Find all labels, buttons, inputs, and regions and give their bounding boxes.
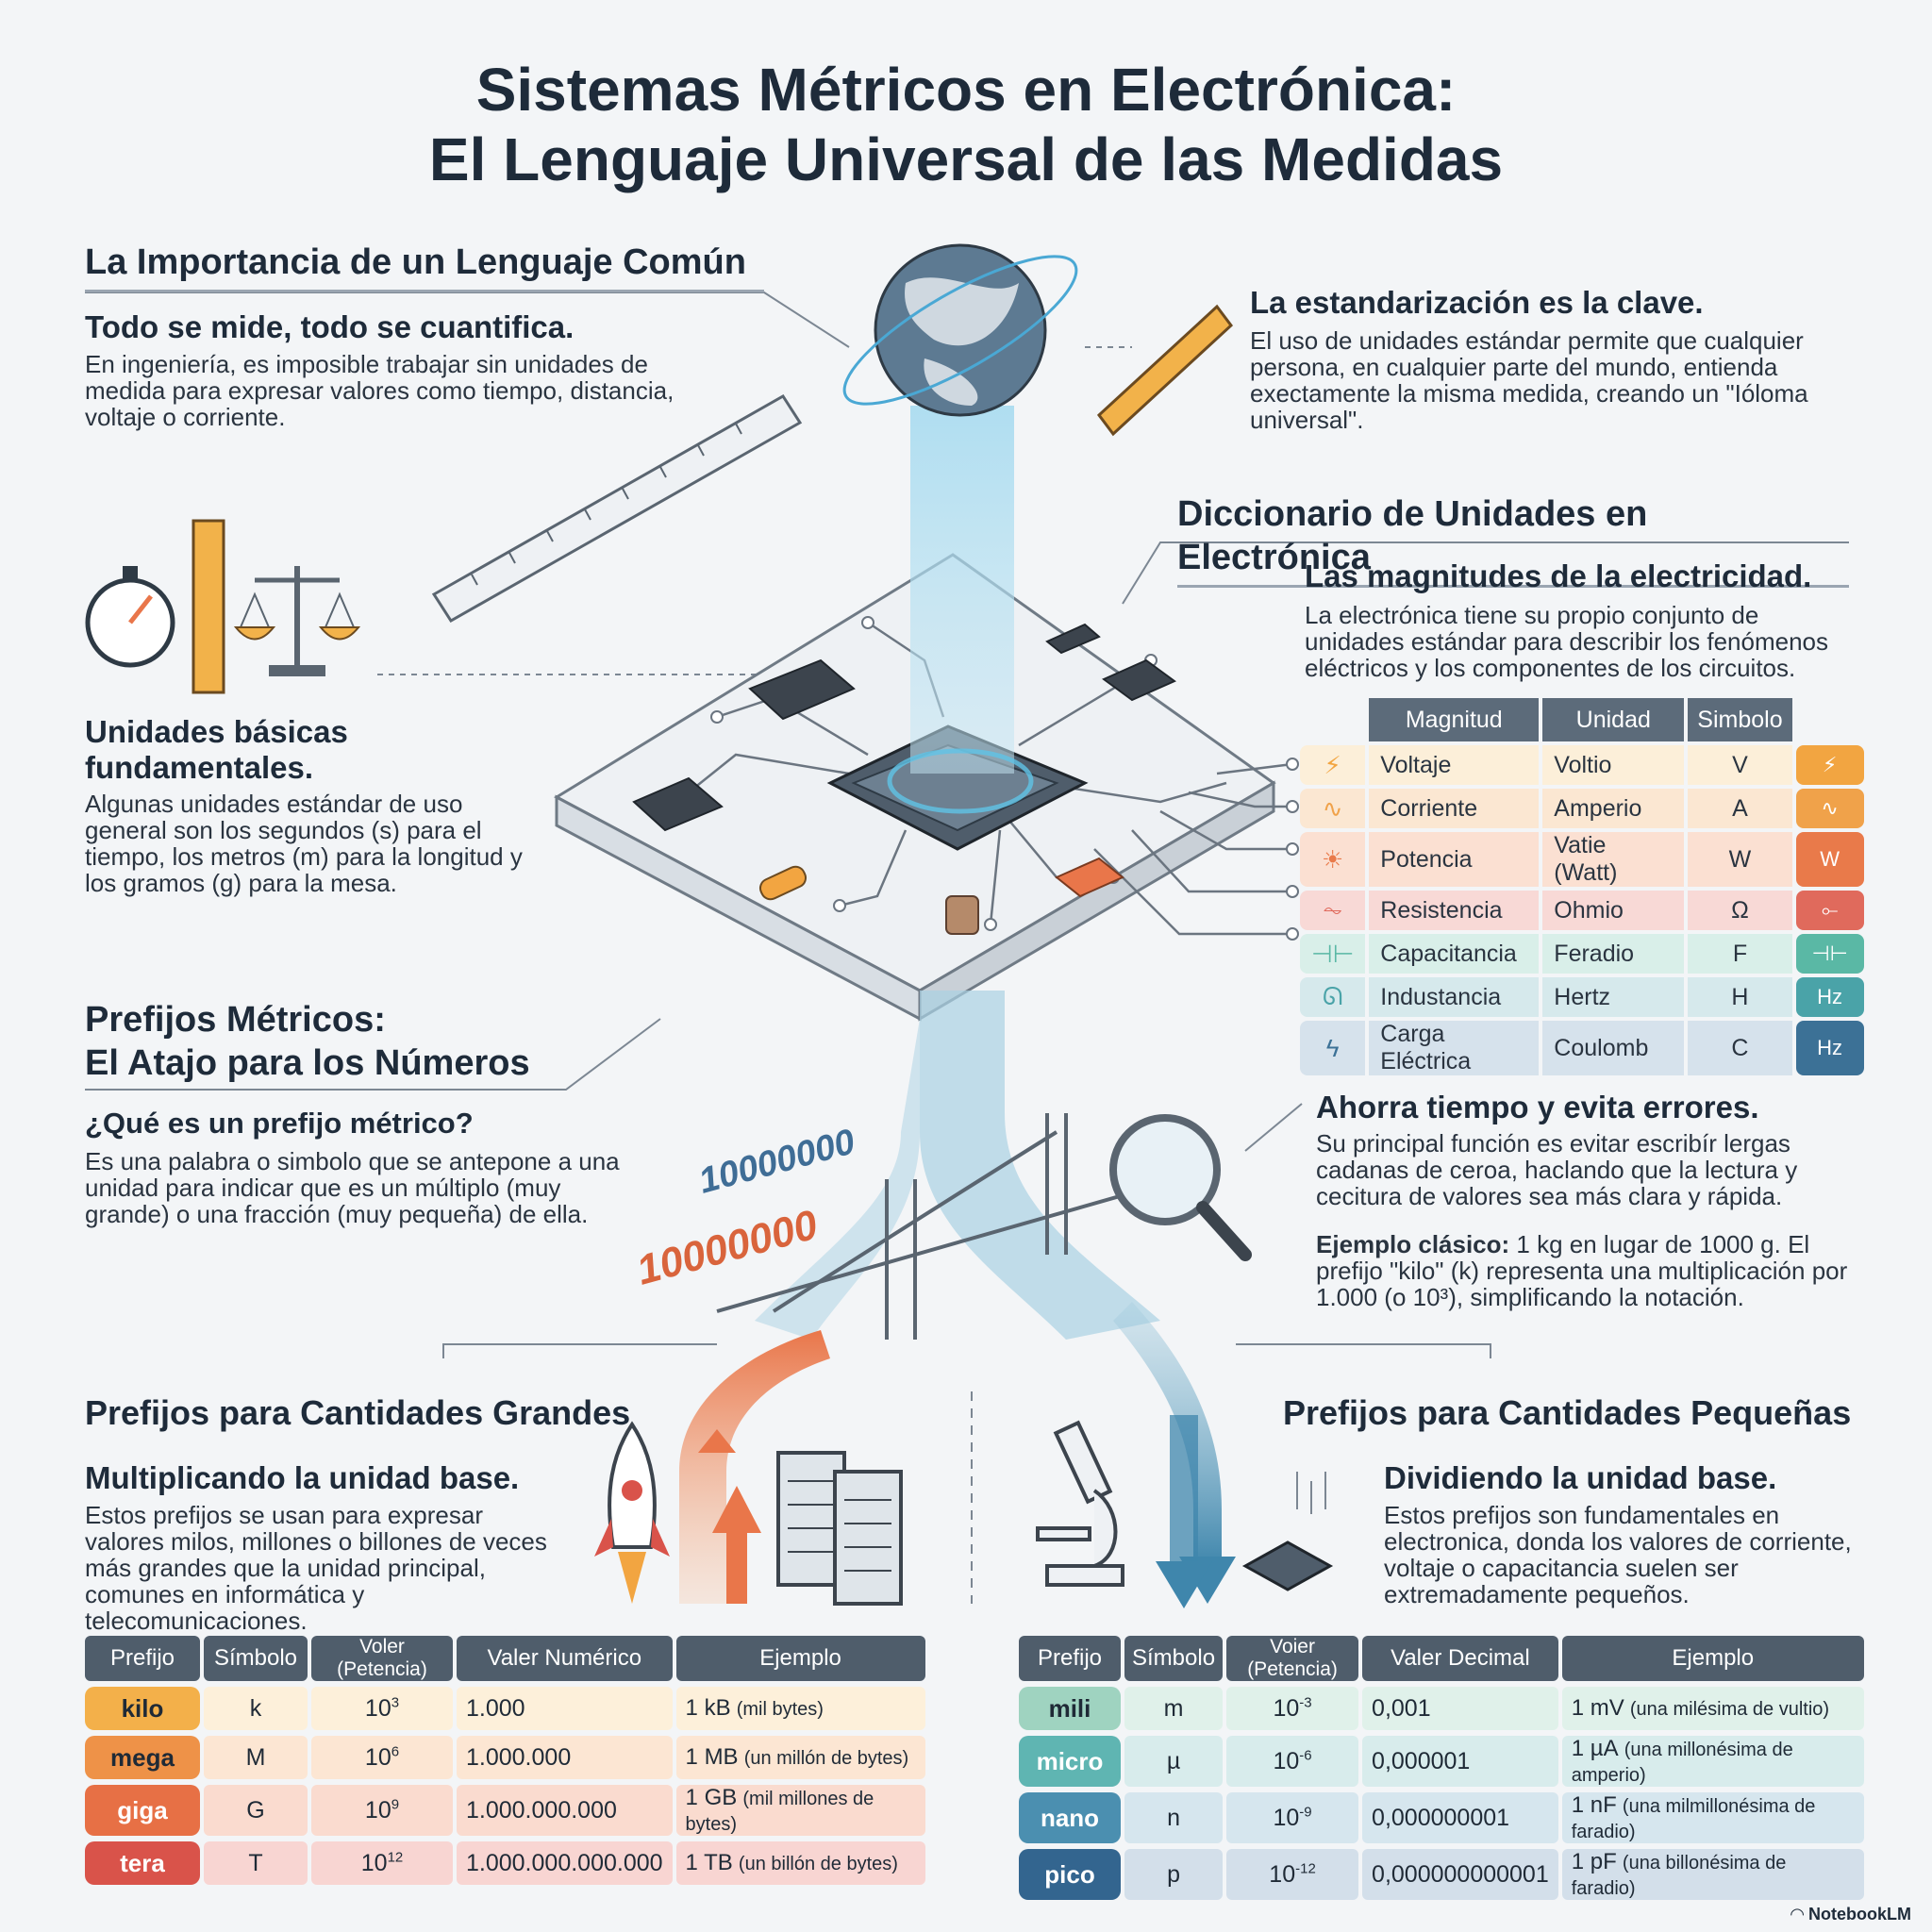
magnitude-icon: ⚡: [1300, 745, 1365, 785]
ejemplo-note: (mil millones de bytes): [685, 1789, 874, 1835]
potencia-base: 10: [364, 1796, 391, 1824]
unit-badge: Hz: [1796, 1021, 1864, 1075]
potencia-base: 10: [360, 1849, 388, 1876]
ejemplo-note: (una billonésima de faradio): [1571, 1853, 1787, 1899]
ejemplo-cell: [1562, 1736, 1864, 1787]
simbolo-cell: F: [1688, 934, 1791, 974]
unidades-basicas-heading-line-2: fundamentales.: [85, 750, 314, 785]
simbolo-cell: T: [204, 1841, 308, 1885]
ejemplo-main: 1 nF: [1571, 1792, 1617, 1818]
dict-header-magnitud: Magnitud: [1369, 698, 1539, 741]
table-row: [1019, 1687, 1864, 1730]
unit-badge: ⚡: [1796, 745, 1864, 785]
table-row: [1300, 934, 1864, 974]
table-row: [1300, 891, 1864, 930]
magnitude-icon: ⏦: [1300, 891, 1365, 930]
simbolo-cell: W: [1688, 832, 1791, 887]
prefijo-cell: tera: [85, 1841, 200, 1885]
magnitude-icon: ϟ: [1300, 1021, 1365, 1075]
ejemplo-cell: [676, 1687, 925, 1730]
simbolo-cell: k: [204, 1687, 308, 1730]
magnitud-cell: Carga Eléctrica: [1369, 1021, 1539, 1075]
ejemplo-cell: [1562, 1687, 1864, 1730]
potencia-cell: [311, 1687, 453, 1730]
ejemplo-cell: [1562, 1792, 1864, 1843]
table-row: [85, 1687, 925, 1730]
magnitud-cell: Capacitancia: [1369, 934, 1539, 974]
potencia-cell: [311, 1736, 453, 1779]
unit-badge: Hz: [1796, 977, 1864, 1017]
estandarizacion-heading: La estandarización es la clave.: [1250, 285, 1704, 320]
pequenas-header-prefijo: Prefijo: [1019, 1636, 1121, 1681]
prefijo-cell: giga: [85, 1785, 200, 1836]
importancia-subheading: Todo se mide, todo se cuantifica.: [85, 309, 575, 344]
simbolo-cell: µ: [1124, 1736, 1223, 1787]
ejemplo-main: 1 MB: [685, 1744, 739, 1770]
table-row: [1300, 789, 1864, 828]
magnitud-cell: Corriente: [1369, 789, 1539, 828]
pequenas-table-body: [1019, 1687, 1864, 1900]
ejemplo-cell: [676, 1785, 925, 1836]
unidad-cell: Ohmio: [1542, 891, 1684, 930]
simbolo-cell: V: [1688, 745, 1791, 785]
table-row: [85, 1841, 925, 1885]
ahorra-example: [1316, 1231, 1854, 1310]
grandes-text: Estos prefijos se usan para expresar valores milos, millones o billones de veces más grandes que la unidad principal, comunes en informática y telecomunicaciones.: [85, 1501, 547, 1635]
ejemplo-main: 1 pF: [1571, 1849, 1617, 1874]
potencia-base: 10: [1273, 1694, 1300, 1722]
prefijos-subheading: ¿Qué es un prefijo métrico?: [85, 1107, 474, 1140]
magnitude-icon: ⊣⊢: [1300, 934, 1365, 974]
diccionario-table-body: [1300, 745, 1864, 1075]
pequenas-subheading: Dividiendo la unidad base.: [1384, 1460, 1777, 1495]
grandes-table-body: [85, 1687, 925, 1885]
unidad-cell: Vatie (Watt): [1542, 832, 1684, 887]
ejemplo-cell: [676, 1736, 925, 1779]
prefijos-heading: [85, 998, 530, 1085]
valor-cell: 1.000.000: [457, 1736, 673, 1779]
ejemplo-cell: [676, 1841, 925, 1885]
title-line-2: El Lenguaje Universal de las Medidas: [428, 125, 1504, 193]
grandes-header-numerico: Valer Numérico: [457, 1636, 673, 1681]
potencia-cell: [1226, 1687, 1358, 1730]
pequenas-header-ejemplo: Ejemplo: [1562, 1636, 1864, 1681]
simbolo-cell: M: [204, 1736, 308, 1779]
simbolo-cell: n: [1124, 1792, 1223, 1843]
unidades-basicas-heading: [85, 714, 348, 786]
magnitud-cell: Resistencia: [1369, 891, 1539, 930]
prefijo-cell: kilo: [85, 1687, 200, 1730]
valor-cell: 1.000: [457, 1687, 673, 1730]
potencia-exponent: -9: [1299, 1804, 1312, 1821]
potencia-exponent: 12: [387, 1849, 404, 1866]
ejemplo-main: 1 µA: [1571, 1736, 1619, 1761]
pequenas-text: Estos prefijos son fundamentales en electronica, donda los valores de corriente, voltaje o capacitancia suelen ser extremadamente pequeños.: [1384, 1501, 1852, 1608]
potencia-base: 10: [1269, 1860, 1296, 1888]
importancia-text: En ingeniería, es imposible trabajar sin unidades de medida para expresar valores como tiempo, distancia, voltaje o corriente.: [85, 350, 675, 431]
simbolo-cell: A: [1688, 789, 1791, 828]
potencia-exponent: -6: [1299, 1747, 1312, 1764]
valor-cell: 1.000.000.000: [457, 1785, 673, 1836]
potencia-base: 10: [364, 1694, 391, 1722]
ejemplo-note: (una millonésima de amperio): [1571, 1740, 1793, 1786]
potencia-cell: [1226, 1849, 1358, 1900]
ahorra-text: Su principal función es evitar escribír lergas cadanas de ceroa, haclando que la lectura y cecitura de valores sea más clara y rápida.: [1316, 1129, 1798, 1210]
pequenas-header-decimal: Valer Decimal: [1362, 1636, 1558, 1681]
prefijos-heading-line-2: El Atajo para los Números: [85, 1043, 530, 1083]
ejemplo-note: (un billón de bytes): [738, 1854, 898, 1874]
unidad-cell: Feradio: [1542, 934, 1684, 974]
unidad-cell: Voltio: [1542, 745, 1684, 785]
valor-cell: 0,001: [1362, 1687, 1558, 1730]
diccionario-subheading: Las magnitudes de la electricidad.: [1305, 558, 1812, 593]
simbolo-cell: p: [1124, 1849, 1223, 1900]
ejemplo-main: 1 kB: [685, 1695, 731, 1721]
unidad-cell: Hertz: [1542, 977, 1684, 1017]
dict-header-simbolo: Simbolo: [1688, 698, 1791, 741]
grandes-heading: Prefijos para Cantidades Grandes: [85, 1393, 631, 1432]
potencia-cell: [311, 1841, 453, 1885]
dict-header-spacer: [1300, 698, 1365, 741]
ejemplo-note: (mil bytes): [736, 1699, 824, 1720]
ahorra-example-label: Ejemplo clásico:: [1316, 1230, 1510, 1258]
prefijo-cell: mili: [1019, 1687, 1121, 1730]
ejemplo-note: (una milmillonésima de faradio): [1571, 1796, 1816, 1842]
pequenas-header-valor: Voier (Petencia): [1226, 1636, 1358, 1681]
valor-cell: 0,000001: [1362, 1736, 1558, 1787]
ahorra-example-text: 1 kg en lugar de 1000 g. El prefijo "kilo" (k) representa una multiplicación por 1.000 (o 10³), simplificando la notación.: [1316, 1230, 1848, 1311]
ahorra-heading: Ahorra tiempo y evita errores.: [1316, 1090, 1759, 1124]
dict-header-unidad: Unidad: [1542, 698, 1684, 741]
diccionario-heading: Diccionario de Unidades en Electrónica: [1177, 492, 1849, 588]
ejemplo-main: 1 mV: [1571, 1695, 1624, 1721]
ejemplo-main: 1 TB: [685, 1850, 733, 1875]
unit-badge: W: [1796, 832, 1864, 887]
notebooklm-icon: ◠: [1790, 1905, 1809, 1924]
table-row: [1019, 1736, 1864, 1787]
ejemplo-note: (un millón de bytes): [743, 1748, 909, 1769]
prefijo-cell: pico: [1019, 1849, 1121, 1900]
valor-cell: 0,000000000001: [1362, 1849, 1558, 1900]
table-row: [85, 1736, 925, 1779]
grandes-header-ejemplo: Ejemplo: [676, 1636, 925, 1681]
table-row: [1300, 1021, 1864, 1075]
potencia-base: 10: [1273, 1804, 1300, 1831]
potencia-exponent: -3: [1299, 1694, 1312, 1711]
unidad-cell: Amperio: [1542, 789, 1684, 828]
valor-cell: 1.000.000.000.000: [457, 1841, 673, 1885]
pequenas-header-simbolo: Símbolo: [1124, 1636, 1223, 1681]
table-row: [1019, 1792, 1864, 1843]
table-row: [1300, 832, 1864, 887]
simbolo-cell: C: [1688, 1021, 1791, 1075]
table-row: [1300, 977, 1864, 1017]
ejemplo-cell: [1562, 1849, 1864, 1900]
diccionario-text: La electrónica tiene su propio conjunto de unidades estándar para describir los fenómenos eléctricos y los componentes de los circuitos.: [1305, 601, 1829, 682]
unidades-basicas-text: Algunas unidades estándar de uso general son los segundos (s) para el tiempo, los metros (m) para la longitud y los gramos (g) para la mesa.: [85, 790, 523, 897]
magnitud-cell: Industancia: [1369, 977, 1539, 1017]
notebooklm-logo: [1790, 1905, 1911, 1924]
simbolo-cell: G: [204, 1785, 308, 1836]
unit-badge: ⊣⊢: [1796, 934, 1864, 974]
table-row: [85, 1785, 925, 1836]
potencia-base: 10: [1273, 1747, 1300, 1774]
magnitude-icon: ☀: [1300, 832, 1365, 887]
importancia-heading: La Importancia de un Lenguaje Común: [85, 241, 764, 292]
title-line-1: Sistemas Métricos en Electrónica:: [475, 56, 1457, 124]
prefijo-cell: micro: [1019, 1736, 1121, 1787]
table-row: [1300, 745, 1864, 785]
unit-badge: ∿: [1796, 789, 1864, 828]
number-orange: 10000000: [631, 1201, 823, 1294]
diccionario-table: [1296, 694, 1868, 1079]
magnitude-icon: ∿: [1300, 789, 1365, 828]
simbolo-cell: m: [1124, 1687, 1223, 1730]
simbolo-cell: Ω: [1688, 891, 1791, 930]
prefijo-cell: mega: [85, 1736, 200, 1779]
unit-badge: ⟜: [1796, 891, 1864, 930]
magnitud-cell: Potencia: [1369, 832, 1539, 887]
potencia-exponent: -12: [1295, 1860, 1316, 1877]
simbolo-cell: H: [1688, 977, 1791, 1017]
dict-header-spacer: [1796, 698, 1864, 741]
number-blue: 10000000: [694, 1122, 859, 1202]
prefijos-text: Es una palabra o simbolo que se antepone a una unidad para indicar que es un múltiplo (muy grande) o una fracción (muy pequeña) de ella.: [85, 1147, 620, 1228]
grandes-header-valor: Voler (Petencia): [311, 1636, 453, 1681]
ejemplo-note: (una milésima de vultio): [1629, 1699, 1830, 1720]
grandes-header-simbolo: Símbolo: [204, 1636, 308, 1681]
potencia-base: 10: [364, 1743, 391, 1771]
potencia-exponent: 6: [391, 1743, 400, 1760]
unidades-basicas-heading-line-1: Unidades básicas: [85, 714, 348, 749]
potencia-exponent: 3: [391, 1694, 400, 1711]
prefijo-cell: nano: [1019, 1792, 1121, 1843]
prefijos-heading-line-1: Prefijos Métricos:: [85, 1000, 386, 1040]
pequenas-heading: Prefijos para Cantidades Pequeñas: [1283, 1393, 1852, 1432]
estandarizacion-text: El uso de unidades estándar permite que cualquier persona, en cualquier parte del mundo, entienda exectamente la misma medida, creando un "Ióloma universal".: [1250, 326, 1808, 434]
grandes-subheading: Multiplicando la unidad base.: [85, 1460, 520, 1495]
potencia-exponent: 9: [391, 1796, 400, 1813]
grandes-table: [81, 1630, 929, 1890]
grandes-header-prefijo: Prefijo: [85, 1636, 200, 1681]
potencia-cell: [1226, 1792, 1358, 1843]
footer-label: NotebookLM: [1808, 1905, 1911, 1924]
magnitud-cell: Voltaje: [1369, 745, 1539, 785]
potencia-cell: [1226, 1736, 1358, 1787]
ejemplo-main: 1 GB: [685, 1785, 738, 1810]
magnitude-icon: ᘏ: [1300, 977, 1365, 1017]
table-row: [1019, 1849, 1864, 1900]
unidad-cell: Coulomb: [1542, 1021, 1684, 1075]
pequenas-table: [1015, 1630, 1868, 1906]
valor-cell: 0,000000001: [1362, 1792, 1558, 1843]
potencia-cell: [311, 1785, 453, 1836]
